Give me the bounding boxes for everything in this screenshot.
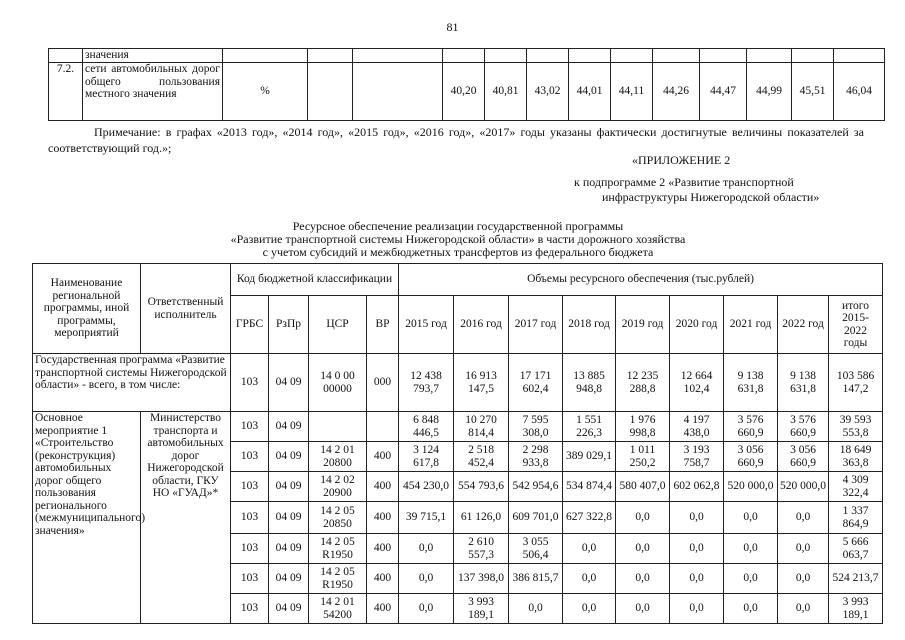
program-name: Государственная программа «Развитие транспортной системы Нижегородской области» - всего, в том числе: bbox=[33, 354, 231, 412]
value-cell: 43,02 bbox=[527, 63, 569, 121]
csr-cell: 14 0 00 00000 bbox=[309, 354, 367, 412]
value-cell: 0,0 bbox=[724, 534, 778, 564]
value-cell: 9 138 631,8 bbox=[778, 354, 829, 412]
heading-line: с учетом субсидий и межбюджетных трансфертов из федерального бюджета bbox=[262, 244, 654, 259]
value-cell: 39 715,1 bbox=[399, 502, 454, 534]
value-cell: 44,11 bbox=[611, 63, 653, 121]
grbs-cell: 103 bbox=[231, 564, 269, 594]
vr-cell: 400 bbox=[367, 564, 399, 594]
value-cell: 10 270 814,4 bbox=[454, 412, 509, 442]
vr-cell: 400 bbox=[367, 472, 399, 502]
value-cell: 0,0 bbox=[399, 594, 454, 624]
indicator-table bbox=[48, 48, 885, 121]
value-cell: 602 062,8 bbox=[670, 472, 724, 502]
csr-cell: 14 2 01 54200 bbox=[309, 594, 367, 624]
grbs-cell: 103 bbox=[231, 412, 269, 442]
vr-cell: 000 bbox=[367, 354, 399, 412]
value-cell: 3 056 660,9 bbox=[778, 442, 829, 472]
rzpr-cell: 04 09 bbox=[269, 412, 309, 442]
value-cell: 4 309 322,4 bbox=[829, 472, 883, 502]
value-cell: 0,0 bbox=[616, 564, 670, 594]
grbs-cell: 103 bbox=[231, 594, 269, 624]
appendix-line: инфраструктуры Нижегородской области» bbox=[602, 190, 820, 204]
value-cell: 3 124 617,8 bbox=[399, 442, 454, 472]
value-cell: 554 793,6 bbox=[454, 472, 509, 502]
note-text: Примечание: в графах «2013 год», «2014 год», «2015 год», «2016 год», «2017» годы указаны фактически достигнутые величины показателей за соответствующий год.»; bbox=[48, 125, 864, 155]
value-cell: 17 171 602,4 bbox=[509, 354, 563, 412]
value-cell: 12 438 793,7 bbox=[399, 354, 454, 412]
value-cell: 0,0 bbox=[616, 502, 670, 534]
value-cell: 0,0 bbox=[670, 534, 724, 564]
value-cell: 137 398,0 bbox=[454, 564, 509, 594]
header-total: итого 2015-2022 годы bbox=[829, 296, 883, 354]
value-cell: 0,0 bbox=[616, 534, 670, 564]
value-cell: 0,0 bbox=[724, 594, 778, 624]
page-number: 81 bbox=[446, 20, 459, 34]
value-cell: 0,0 bbox=[563, 564, 616, 594]
grbs-cell: 103 bbox=[231, 534, 269, 564]
header-year: 2016 год bbox=[454, 296, 509, 354]
unit-cell: % bbox=[223, 63, 308, 121]
value-cell: 524 213,7 bbox=[829, 564, 883, 594]
document-heading bbox=[150, 220, 766, 258]
value-cell: 2 518 452,4 bbox=[454, 442, 509, 472]
header-volumes: Объемы ресурсного обеспечения (тыс.рублей) bbox=[399, 264, 883, 296]
value-cell: 61 126,0 bbox=[454, 502, 509, 534]
csr-cell: 14 2 01 20800 bbox=[309, 442, 367, 472]
value-cell: 0,0 bbox=[778, 534, 829, 564]
rzpr-cell: 04 09 bbox=[269, 472, 309, 502]
value-cell: 18 649 363,8 bbox=[829, 442, 883, 472]
value-cell: 39 593 553,8 bbox=[829, 412, 883, 442]
value-cell: 46,04 bbox=[834, 63, 885, 121]
value-cell: 520 000,0 bbox=[778, 472, 829, 502]
table-row bbox=[33, 354, 883, 412]
heading-line: «Развитие транспортной системы Нижегородской области» в части дорожного хозяйства bbox=[230, 231, 686, 246]
header-year: 2018 год bbox=[563, 296, 616, 354]
value-cell: 6 848 446,5 bbox=[399, 412, 454, 442]
appendix-title: «ПРИЛОЖЕНИЕ 2 bbox=[632, 153, 731, 167]
value-cell: 12 664 102,4 bbox=[670, 354, 724, 412]
vr-cell: 400 bbox=[367, 502, 399, 534]
grbs-cell: 103 bbox=[231, 502, 269, 534]
grbs-cell: 103 bbox=[231, 442, 269, 472]
value-cell: 0,0 bbox=[670, 594, 724, 624]
value-cell: 3 993 189,1 bbox=[454, 594, 509, 624]
value-cell: 16 913 147,5 bbox=[454, 354, 509, 412]
csr-cell: 14 2 05 R1950 bbox=[309, 564, 367, 594]
table-row bbox=[33, 412, 883, 442]
value-cell: 0,0 bbox=[399, 534, 454, 564]
vr-cell: 400 bbox=[367, 534, 399, 564]
value-cell: 627 322,8 bbox=[563, 502, 616, 534]
indicator-name: значения bbox=[83, 49, 223, 63]
csr-cell: 14 2 05 20850 bbox=[309, 502, 367, 534]
rzpr-cell: 04 09 bbox=[269, 442, 309, 472]
value-cell: 0,0 bbox=[563, 534, 616, 564]
value-cell: 2 298 933,8 bbox=[509, 442, 563, 472]
value-cell: 542 954,6 bbox=[509, 472, 563, 502]
value-cell: 1 011 250,2 bbox=[616, 442, 670, 472]
row-number: 7.2. bbox=[49, 63, 83, 121]
grbs-cell: 103 bbox=[231, 354, 269, 412]
measure-executor: Министерство транспорта и автомобильных дорог Нижегородской области, ГКУ НО «ГУАД»* bbox=[141, 412, 231, 624]
header-year: 2020 год bbox=[670, 296, 724, 354]
header-kbk: Код бюджетной классификации bbox=[231, 264, 399, 296]
rzpr-cell: 04 09 bbox=[269, 502, 309, 534]
header-grbs: ГРБС bbox=[231, 296, 269, 354]
value-cell: 9 138 631,8 bbox=[724, 354, 778, 412]
indicator-name: сети автомобильных дорог общего пользования местного значения bbox=[83, 63, 223, 121]
rzpr-cell: 04 09 bbox=[269, 354, 309, 412]
value-cell: 44,01 bbox=[569, 63, 611, 121]
header-rzpr: РзПр bbox=[269, 296, 309, 354]
value-cell: 454 230,0 bbox=[399, 472, 454, 502]
value-cell: 0,0 bbox=[509, 594, 563, 624]
header-year: 2015 год bbox=[399, 296, 454, 354]
measure-name: Основное мероприятие 1 «Строительство (реконструкция) автомобильных дорог общего пользования регионального (межмуниципального) значения» bbox=[33, 412, 141, 624]
csr-cell: 14 2 02 20900 bbox=[309, 472, 367, 502]
header-year: 2021 год bbox=[724, 296, 778, 354]
value-cell: 1 976 998,8 bbox=[616, 412, 670, 442]
value-cell: 44,26 bbox=[653, 63, 700, 121]
value-cell: 0,0 bbox=[778, 564, 829, 594]
value-cell: 40,20 bbox=[443, 63, 485, 121]
header-name: Наименование региональной программы, иной программы, мероприятий bbox=[33, 264, 141, 354]
rzpr-cell: 04 09 bbox=[269, 534, 309, 564]
rzpr-cell: 04 09 bbox=[269, 564, 309, 594]
vr-cell: 400 bbox=[367, 594, 399, 624]
value-cell: 386 815,7 bbox=[509, 564, 563, 594]
value-cell: 0,0 bbox=[724, 502, 778, 534]
value-cell: 3 576 660,9 bbox=[778, 412, 829, 442]
value-cell: 3 576 660,9 bbox=[724, 412, 778, 442]
resource-table bbox=[32, 263, 883, 624]
value-cell: 0,0 bbox=[670, 502, 724, 534]
csr-cell: 14 2 05 R1950 bbox=[309, 534, 367, 564]
header-vr: ВР bbox=[367, 296, 399, 354]
vr-cell: 400 bbox=[367, 442, 399, 472]
value-cell: 13 885 948,8 bbox=[563, 354, 616, 412]
header-year: 2019 год bbox=[616, 296, 670, 354]
table-row bbox=[49, 49, 885, 63]
value-cell: 103 586 147,2 bbox=[829, 354, 883, 412]
value-cell: 580 407,0 bbox=[616, 472, 670, 502]
value-cell: 7 595 308,0 bbox=[509, 412, 563, 442]
value-cell: 389 029,1 bbox=[563, 442, 616, 472]
value-cell: 3 993 189,1 bbox=[829, 594, 883, 624]
header-executor: Ответственный исполнитель bbox=[141, 264, 231, 354]
value-cell: 44,47 bbox=[700, 63, 747, 121]
header-year: 2022 год bbox=[778, 296, 829, 354]
value-cell: 609 701,0 bbox=[509, 502, 563, 534]
value-cell: 3 056 660,9 bbox=[724, 442, 778, 472]
value-cell: 0,0 bbox=[670, 564, 724, 594]
value-cell: 5 666 063,7 bbox=[829, 534, 883, 564]
value-cell: 3 193 758,7 bbox=[670, 442, 724, 472]
rzpr-cell: 04 09 bbox=[269, 594, 309, 624]
value-cell: 0,0 bbox=[616, 594, 670, 624]
value-cell: 0,0 bbox=[724, 564, 778, 594]
value-cell: 0,0 bbox=[778, 502, 829, 534]
value-cell: 520 000,0 bbox=[724, 472, 778, 502]
csr-cell bbox=[309, 412, 367, 442]
heading-line: Ресурсное обеспечение реализации государственной программы bbox=[292, 219, 624, 233]
value-cell: 1 551 226,3 bbox=[563, 412, 616, 442]
appendix-line: к подпрограмме 2 «Развитие транспортной bbox=[574, 175, 794, 189]
value-cell: 1 337 864,9 bbox=[829, 502, 883, 534]
header-year: 2017 год bbox=[509, 296, 563, 354]
value-cell: 4 197 438,0 bbox=[670, 412, 724, 442]
value-cell: 0,0 bbox=[399, 564, 454, 594]
value-cell: 2 610 557,3 bbox=[454, 534, 509, 564]
value-cell: 3 055 506,4 bbox=[509, 534, 563, 564]
value-cell: 12 235 288,8 bbox=[616, 354, 670, 412]
table-row bbox=[49, 63, 885, 121]
value-cell: 534 874,4 bbox=[563, 472, 616, 502]
vr-cell bbox=[367, 412, 399, 442]
value-cell: 45,51 bbox=[792, 63, 834, 121]
value-cell: 0,0 bbox=[778, 594, 829, 624]
value-cell: 0,0 bbox=[563, 594, 616, 624]
header-csr: ЦСР bbox=[309, 296, 367, 354]
value-cell: 40,81 bbox=[485, 63, 527, 121]
value-cell: 44,99 bbox=[747, 63, 792, 121]
grbs-cell: 103 bbox=[231, 472, 269, 502]
